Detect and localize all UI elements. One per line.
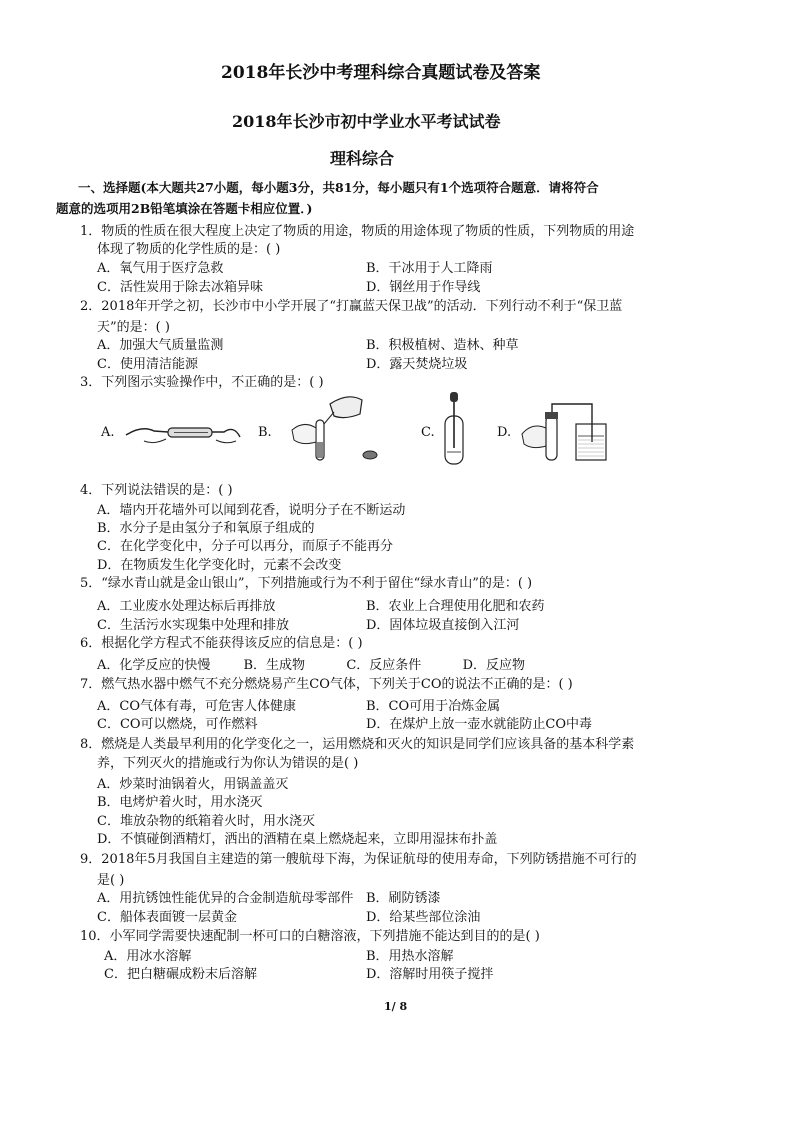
q7-option-b: B．CO可用于冶炼金属 (366, 699, 501, 714)
q10-stem: 10．小军同学需要快速配制一杯可口的白糖溶液，下列措施不能达到目的的是( ) (80, 929, 540, 944)
q9-stem-2: 是( ) (97, 873, 125, 888)
q2-stem-2: 天”的是：( ) (97, 320, 170, 335)
q3-label-c: C. (421, 425, 435, 440)
q8-option-c: C．堆放杂物的纸箱着火时，用水浇灭 (97, 814, 315, 829)
q5-option-b: B．农业上合理使用化肥和农药 (366, 599, 545, 614)
q3-label-b: B. (258, 425, 272, 440)
q7-option-c: C．CO可以燃烧，可作燃料 (97, 717, 258, 732)
q8-stem-1: 8．燃烧是人类最早利用的化学变化之一，运用燃烧和灭火的知识是同学们应该具备的基本科学素 (80, 737, 635, 752)
q5-stem: 5．“绿水青山就是金山银山”，下列措施或行为不利于留住“绿水青山”的是：( ) (80, 576, 533, 591)
figure-c-dropper-in-tube (435, 390, 475, 470)
q10-option-a: A．用冰水溶解 (104, 949, 192, 964)
q3-label-d: D. (497, 425, 512, 440)
q4-stem: 4．下列说法错误的是：( ) (80, 483, 233, 498)
exam-title: 2018年长沙市初中学业水平考试试卷 (232, 112, 501, 131)
figure-b-pouring-liquid (290, 390, 385, 465)
page-number: 1/ 8 (384, 1000, 408, 1013)
section-instructions-2: 题意的选项用2B铅笔填涂在答题卡相应位置．) (56, 201, 313, 216)
q7-option-d: D．在煤炉上放一壶水就能防止CO中毒 (366, 717, 593, 732)
q1-stem-1: 1．物质的性质在很大程度上决定了物质的用途，物质的用途体现了物质的性质，下列物质的用途 (80, 224, 635, 239)
q8-option-a: A．炒菜时油锅着火，用锅盖盖灭 (97, 777, 289, 792)
q4-option-d: D．在物质发生化学变化时，元素不会改变 (97, 558, 342, 573)
q10-option-c: C．把白糖碾成粉末后溶解 (104, 967, 257, 982)
q2-option-a: A．加强大气质量监测 (97, 338, 224, 353)
q1-option-a: A．氧气用于医疗急救 (97, 261, 224, 276)
q9-stem-1: 9．2018年5月我国自主建造的第一艘航母下海，为保证航母的使用寿命，下列防锈措施不可行的 (80, 852, 637, 867)
q8-option-d: D．不慎碰倒酒精灯，洒出的酒精在桌上燃烧起来，立即用湿抹布扑盖 (97, 832, 498, 847)
q2-option-c: C．使用清洁能源 (97, 357, 198, 372)
q2-option-b: B．积极植树、造林、种草 (366, 338, 519, 353)
q2-stem-1: 2．2018年开学之初，长沙市中小学开展了“打赢蓝天保卫战”的活动．下列行动不利于“保卫蓝 (80, 299, 623, 314)
section-instructions-1: 一、选择题(本大题共27小题，每小题3分，共81分，每小题只有1个选项符合题意．请将符合 (78, 180, 599, 195)
q1-option-c: C．活性炭用于除去冰箱异味 (97, 280, 263, 295)
q9-option-a: A．用抗锈蚀性能优异的合金制造航母零部件 (97, 891, 354, 906)
figure-d-airtightness-check (518, 398, 613, 464)
q5-option-d: D．固体垃圾直接倒入江河 (366, 618, 520, 633)
q7-option-a: A．CO气体有毒，可危害人体健康 (97, 699, 296, 714)
q8-stem-2: 养，下列灭火的措施或行为你认为错误的是( ) (97, 756, 359, 771)
q6-stem: 6．根据化学方程式不能获得该反应的信息是：( ) (80, 636, 363, 651)
q9-option-c: C．船体表面镀一层黄金 (97, 910, 237, 925)
subject-title: 理科综合 (330, 149, 395, 168)
q9-option-d: D．给某些部位涂油 (366, 910, 481, 925)
q3-label-a: A. (101, 425, 115, 440)
q10-option-d: D．溶解时用筷子搅拌 (366, 967, 494, 982)
q4-option-c: C．在化学变化中，分子可以再分，而原子不能再分 (97, 539, 393, 554)
q1-option-b: B．干冰用于人工降雨 (366, 261, 493, 276)
q8-option-b: B．电烤炉着火时，用水浇灭 (97, 795, 263, 810)
figure-a-tube-connection (124, 415, 242, 451)
q1-option-d: D．钢丝用于作导线 (366, 280, 481, 295)
q9-option-b: B．刷防锈漆 (366, 891, 441, 906)
q4-option-b: B．水分子是由氢分子和氧原子组成的 (97, 521, 315, 536)
q10-option-b: B．用热水溶解 (366, 949, 454, 964)
main-title: 2018年长沙中考理科综合真题试卷及答案 (221, 63, 541, 83)
q5-option-a: A．工业废水处理达标后再排放 (97, 599, 276, 614)
q3-stem: 3．下列图示实验操作中，不正确的是：( ) (80, 375, 324, 390)
q4-option-a: A．墙内开花墙外可以闻到花香，说明分子在不断运动 (97, 503, 406, 518)
q7-stem: 7．燃气热水器中燃气不充分燃烧易产生CO气体，下列关于CO的说法不正确的是：( ) (80, 677, 573, 692)
q5-option-c: C．生活污水实现集中处理和排放 (97, 618, 289, 633)
q6-options: A．化学反应的快慢 B．生成物 C．反应条件 D．反应物 (97, 658, 526, 673)
q2-option-d: D．露天焚烧垃圾 (366, 357, 468, 372)
q1-stem-2: 体现了物质的化学性质的是：( ) (97, 242, 281, 257)
